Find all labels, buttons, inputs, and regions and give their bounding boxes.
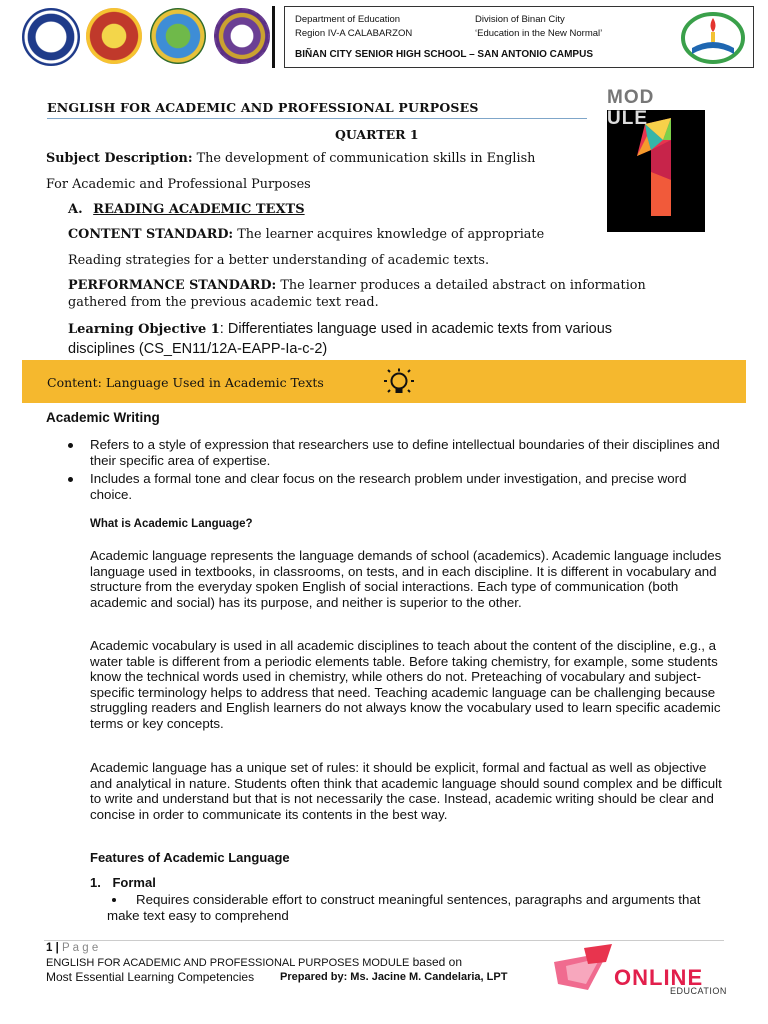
- learning-objective-text: : Differentiates language used in academic texts from various: [219, 321, 613, 337]
- what-is-paragraph-2: Academic vocabulary is used in all academic disciplines to teach about the content of the discipline, e.g., a water table is different from a periodic elements table. Before taking chemistry, for example, some students know the technical words used in chemistry, while others do not. Preteaching of vocabulary and subject-specific terminology helps to address that need. Teaching academic language can be challenging because struggling readers and English learners do not always know the vocabulary used to learn specific academic terms or key concepts.: [90, 638, 721, 731]
- footer-divider: [44, 940, 724, 941]
- feature-1-number: 1.: [90, 875, 101, 890]
- learning-objective-label: Learning Objective 1: [68, 322, 220, 337]
- online-logo-text: ONLINE: [614, 965, 704, 990]
- content-standard-line2: Reading strategies for a better understanding of academic texts.: [68, 253, 490, 268]
- section-a-heading: [68, 202, 305, 217]
- motto-label: ‘Education in the New Normal’: [475, 28, 603, 39]
- division-label: Division of Binan City: [475, 14, 565, 25]
- subject-description: [46, 151, 535, 167]
- education-logo-text: EDUCATION: [670, 986, 727, 996]
- page-separator: |: [52, 942, 63, 954]
- subject-line2: For Academic and Professional Purposes: [46, 177, 311, 192]
- title-underline: [47, 118, 587, 119]
- what-is-heading: What is Academic Language?: [90, 518, 253, 530]
- learning-objective: [68, 321, 612, 337]
- academic-writing-bullet-2: Includes a formal tone and clear focus on the research problem under investigation, and precise word choice.: [90, 471, 687, 502]
- content-banner-text: Content: Language Used in Academic Texts: [47, 375, 324, 390]
- performance-standard-text: The learner produces a detailed abstract on information: [276, 278, 646, 293]
- content-standard-text: The learner acquires knowledge of appropriate: [233, 227, 545, 242]
- course-title: ENGLISH FOR ACADEMIC AND PROFESSIONAL PURPOSES: [47, 100, 479, 115]
- page-number: 1: [46, 942, 53, 954]
- region-label: Region IV-A CALABARZON: [295, 28, 413, 39]
- quarter-label: QUARTER 1: [335, 127, 419, 142]
- footer-competencies: Most Essential Learning Competencies: [46, 970, 255, 984]
- module-label-line1: MOD: [607, 87, 655, 108]
- deped-seal: [22, 8, 80, 66]
- dept-label: Department of Education: [295, 14, 401, 25]
- bullet-dot: [68, 477, 73, 482]
- learning-objective-line2: disciplines (CS_EN11/12A-EAPP-Ia-c-2): [68, 341, 328, 357]
- bullet-dot: [68, 443, 73, 448]
- page-word: P a g e: [62, 942, 99, 954]
- section-a-title: READING ACADEMIC TEXTS: [93, 202, 305, 217]
- module-label: [607, 88, 654, 128]
- academic-writing-heading: Academic Writing: [46, 410, 160, 425]
- academic-writing-bullet-1: Refers to a style of expression that researchers use to define intellectual boundaries of their disciplines and their specific area of expertise.: [90, 437, 720, 468]
- school-seal: [214, 8, 270, 64]
- subject-text: The development of communication skills in English: [192, 151, 536, 166]
- page-indicator: [46, 941, 98, 955]
- content-standard: [68, 227, 544, 243]
- what-is-paragraph-3: Academic language has a unique set of rules: it should be explicit, formal and factual as well as objective and analytical in nature. Students often think that academic language should sound complex and be difficult to write and understand but that is not necessarily the case. Instead, academic writing should be clear and concise in order to communicate its contents in the best way.: [90, 760, 722, 822]
- lightbulb-icon: [382, 368, 416, 398]
- section-a-letter: A.: [68, 202, 83, 217]
- performance-standard-label: PERFORMANCE STANDARD:: [68, 278, 277, 293]
- footer-module-line: [46, 955, 462, 970]
- performance-standard: [68, 278, 646, 294]
- region-seal: [86, 8, 142, 64]
- division-seal: [150, 8, 206, 64]
- footer-module-title: ENGLISH FOR ACADEMIC AND PROFESSIONAL PURPOSES MODULE: [46, 957, 410, 969]
- school-name: BIÑAN CITY SENIOR HIGH SCHOOL – SAN ANTONIO CAMPUS: [295, 49, 593, 60]
- feature-1-label: Formal: [112, 875, 156, 890]
- feature-1-bullet: Requires considerable effort to construct meaningful sentences, paragraphs and arguments that make text easy to comprehend: [107, 892, 701, 923]
- subject-label: Subject Description:: [46, 151, 193, 166]
- footer-prepared-by: Prepared by: Ms. Jacine M. Candelaria, LPT: [280, 971, 508, 983]
- feature-1-title: [90, 875, 156, 890]
- header-divider: [272, 6, 275, 68]
- what-is-paragraph-1: Academic language represents the language demands of school (academics). Academic language includes language used in textbooks, in classrooms, on tests, and in each discipline. It is different in vocabulary and structure from the everyday spoken English of social interactions. Each type of communication (both academic and social) has its purpose, and neither is superior to the other.: [90, 548, 722, 610]
- footer-module-rest: based on: [409, 955, 462, 969]
- binan-shs-logo: [680, 10, 746, 64]
- module-label-line2: ULE: [607, 108, 648, 129]
- content-standard-label: CONTENT STANDARD:: [68, 227, 234, 242]
- features-heading: Features of Academic Language: [90, 850, 290, 865]
- performance-standard-line2: gathered from the previous academic text read.: [68, 295, 379, 310]
